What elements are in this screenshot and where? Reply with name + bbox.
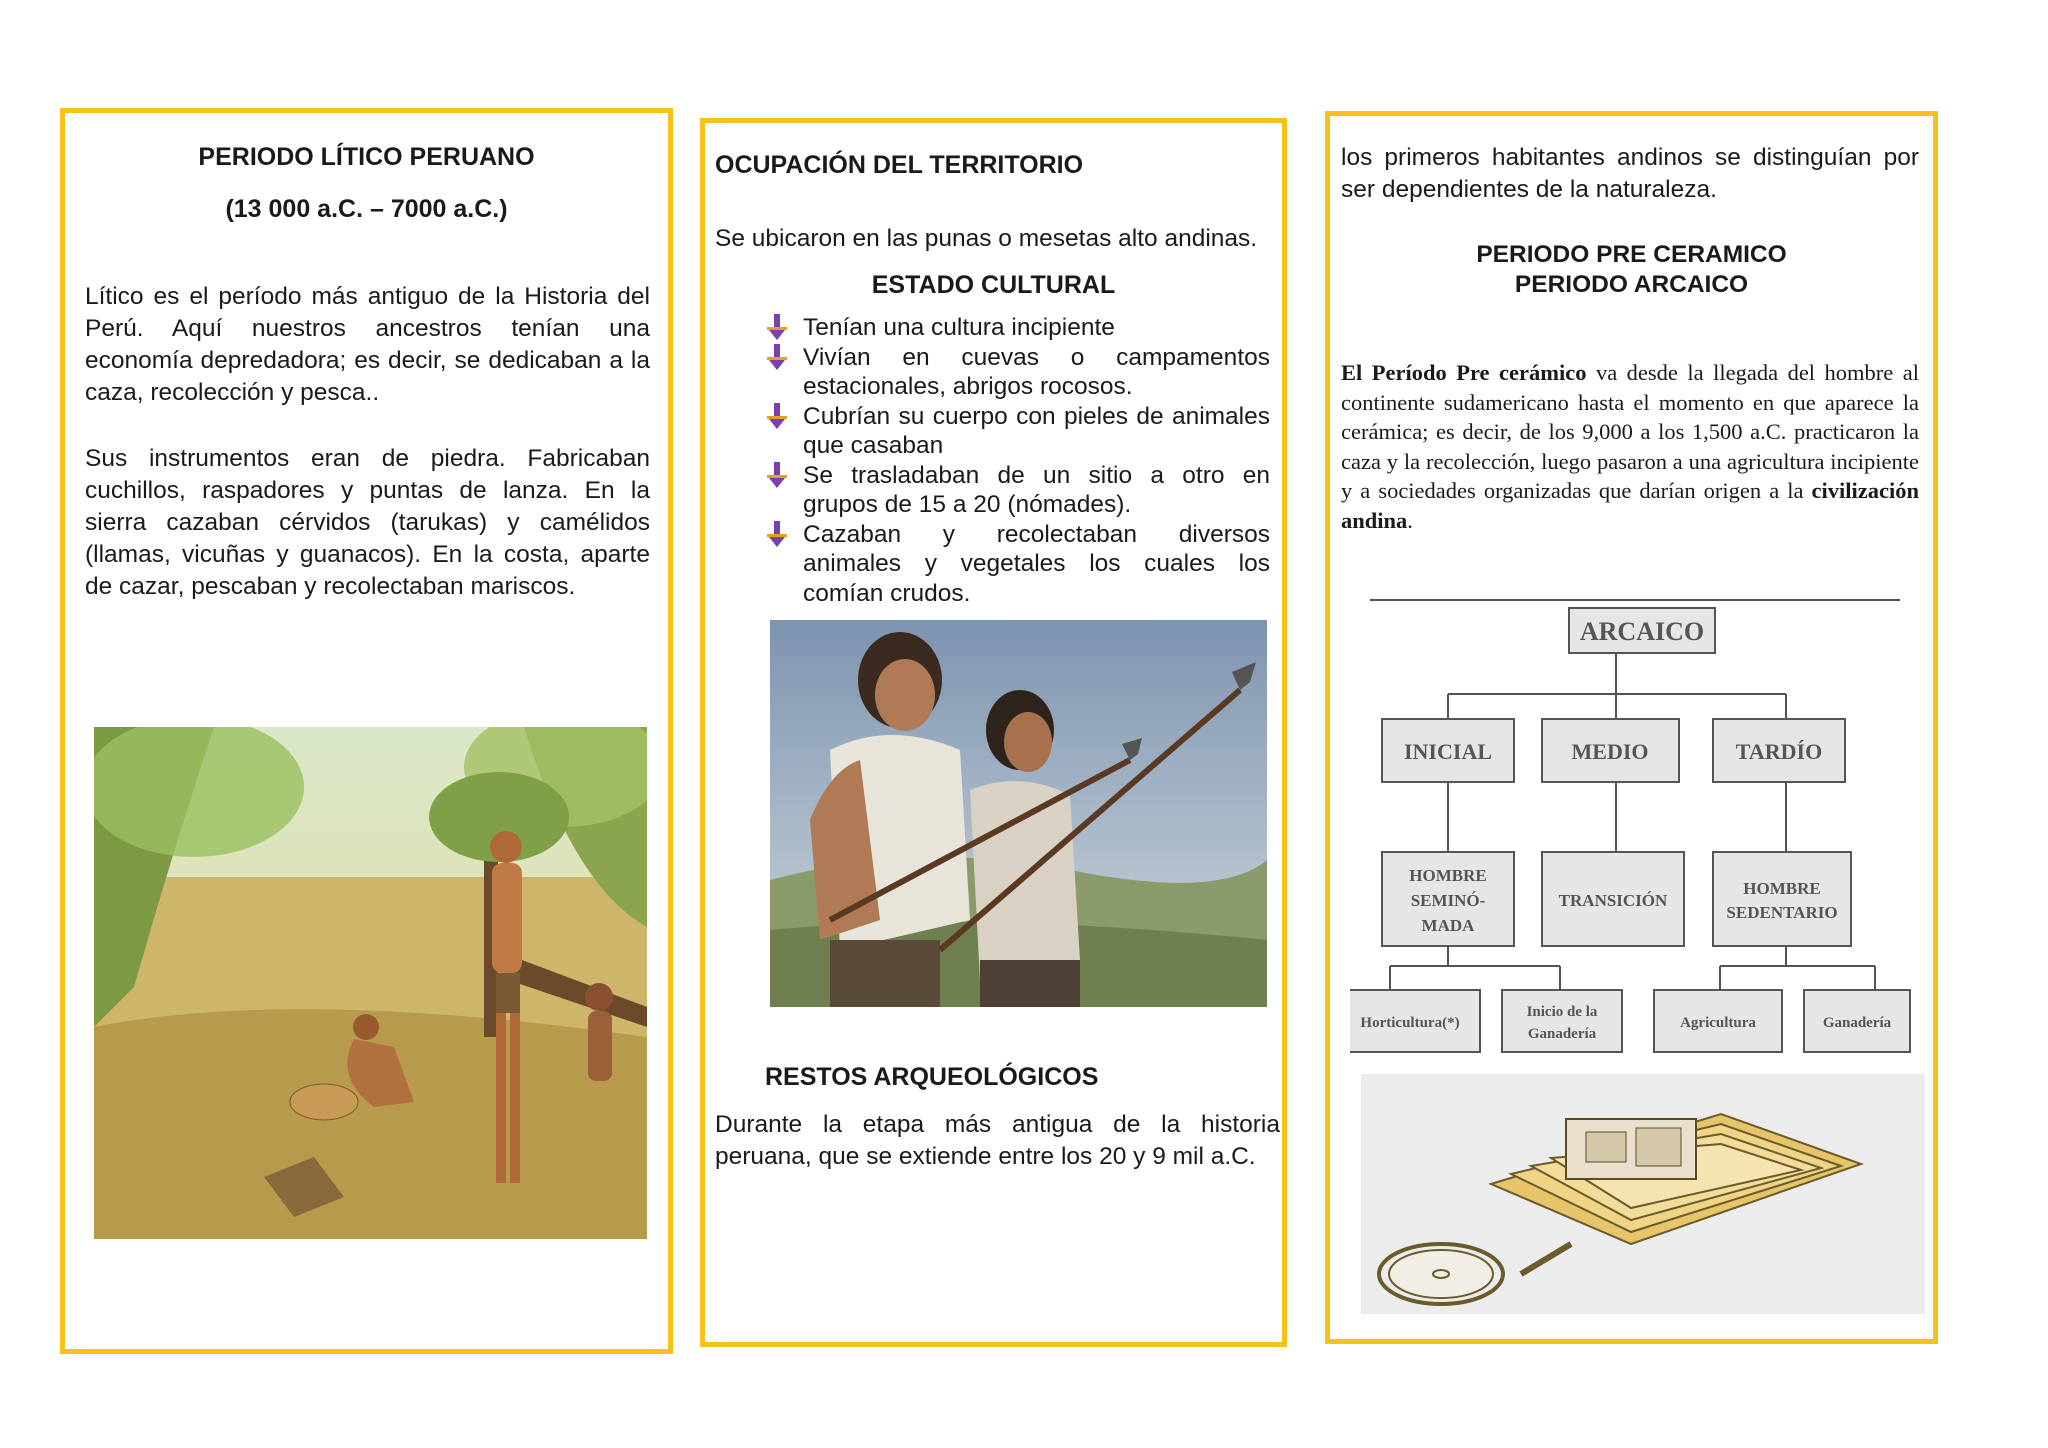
diagram-root-label: ARCAICO bbox=[1579, 617, 1705, 646]
diagram-inicio-label-line2: Ganadería bbox=[1527, 1026, 1597, 1042]
panel3-subtitle bbox=[1330, 240, 1933, 300]
arrow-down-bullet-icon bbox=[765, 462, 789, 490]
diagram-sedentario-line2: SEDENTARIO bbox=[1726, 903, 1838, 922]
list-item-text: Cazaban y recolectaban diversos animales y vegetales los cuales los comían crudos. bbox=[803, 520, 1270, 607]
bold-term: El Período Pre cerámico bbox=[1341, 360, 1587, 385]
list-item-text: Vivían en cuevas o campamentos estacionales, abrigos rocosos. bbox=[803, 343, 1270, 400]
list-item bbox=[765, 461, 1270, 520]
diagram-ganaderia-label: Ganadería bbox=[1822, 1015, 1892, 1031]
diagram-tardio-label: TARDÍO bbox=[1735, 739, 1823, 764]
hunter-gatherer-illustration bbox=[94, 727, 647, 1239]
diagram-medio-label: MEDIO bbox=[1571, 739, 1649, 764]
diagram-seminomada-line1: HOMBRE bbox=[1409, 866, 1487, 885]
panel3-subtitle-line1: PERIODO PRE CERAMICO bbox=[1476, 241, 1787, 268]
archaic-temple-illustration bbox=[1361, 1074, 1925, 1314]
list-item bbox=[765, 520, 1270, 609]
panel3-intro: los primeros habitantes andinos se distinguían por ser dependientes de la naturaleza. bbox=[1341, 144, 1919, 203]
panel-arcaico bbox=[1325, 111, 1938, 1344]
panel1-paragraph2: Sus instrumentos eran de piedra. Fabricaban cuchillos, raspadores y puntas de lanza. En la sierra cazaban cérvidos (tarukas) y camélidos (llamas, vicuñas y guanacos). En la costa, aparte de cazar, pescaban y recolectaban mariscos. bbox=[85, 445, 650, 600]
panel2-lead: Se ubicaron en las punas o mesetas alto andinas. bbox=[715, 225, 1258, 252]
diagram-seminomada-line3: MADA bbox=[1421, 916, 1475, 935]
panel-ocupacion bbox=[700, 118, 1287, 1347]
paragraph-end: . bbox=[1407, 507, 1413, 533]
cultural-state-list bbox=[765, 313, 1270, 608]
hunters-with-spears-illustration bbox=[770, 620, 1267, 1007]
list-item-text: Tenían una cultura incipiente bbox=[803, 314, 1115, 341]
panel1-title: PERIODO LÍTICO PERUANO bbox=[198, 143, 535, 171]
diagram-transicion-label: TRANSICIÓN bbox=[1558, 891, 1668, 910]
diagram-inicio-label-line1: Inicio de la bbox=[1526, 1004, 1598, 1020]
panel-litico bbox=[60, 108, 673, 1354]
panel1-paragraph1: Lítico es el período más antiguo de la Historia del Perú. Aquí nuestros ancestros tenían una economía depredadora; es decir, se dedicaban a la caza, recolección y pesca.. bbox=[85, 283, 650, 406]
list-item bbox=[765, 343, 1270, 402]
diagram-horticultura-label: Horticultura(*) bbox=[1360, 1015, 1460, 1031]
list-item-text: Se trasladaban de un sitio a otro en grupos de 15 a 20 (nómades). bbox=[803, 461, 1270, 518]
list-item bbox=[765, 313, 1270, 343]
paragraph-text: va desde la llegada del hombre al continente sudamericano hasta el momento en que aparece la cerámica; es decir, de los 9,000 a los 1,500 a.C. practicaron la caza y la recolección, luego pasaron a una agricultura incipiente y a sociedades organizadas que darían origen a la bbox=[1341, 360, 1920, 503]
panel2-paragraph: Durante la etapa más antigua de la historia peruana, que se extiende entre los 20 y 9 mil a.C. bbox=[715, 1111, 1280, 1170]
list-item bbox=[765, 402, 1270, 461]
diagram-agricultura-label: Agricultura bbox=[1680, 1015, 1756, 1031]
panel3-subtitle-line2: PERIODO ARCAICO bbox=[1514, 271, 1749, 298]
arrow-down-bullet-icon bbox=[765, 403, 789, 431]
panel3-paragraph bbox=[1341, 358, 1919, 535]
panel2-subtitle2: RESTOS ARQUEOLÓGICOS bbox=[765, 1063, 1099, 1091]
diagram-box-inicio-ganaderia bbox=[1502, 990, 1622, 1052]
list-item-text: Cubrían su cuerpo con pieles de animales que casaban bbox=[803, 402, 1270, 459]
arcaico-hierarchy-diagram bbox=[1350, 596, 1920, 1068]
arrow-down-bullet-icon bbox=[765, 314, 789, 342]
panel2-title: OCUPACIÓN DEL TERRITORIO bbox=[715, 151, 1084, 179]
diagram-inicial-label: INICIAL bbox=[1403, 739, 1493, 764]
arrow-down-bullet-icon bbox=[765, 521, 789, 549]
panel2-subtitle: ESTADO CULTURAL bbox=[871, 271, 1116, 299]
panel1-date-range: (13 000 a.C. – 7000 a.C.) bbox=[225, 195, 508, 223]
diagram-box-sedentario bbox=[1713, 852, 1851, 946]
bold-term: civilización andina bbox=[1341, 478, 1919, 533]
diagram-seminomada-line2: SEMINÓ- bbox=[1410, 891, 1486, 910]
diagram-sedentario-line1: HOMBRE bbox=[1743, 879, 1821, 898]
arrow-down-bullet-icon bbox=[765, 344, 789, 372]
